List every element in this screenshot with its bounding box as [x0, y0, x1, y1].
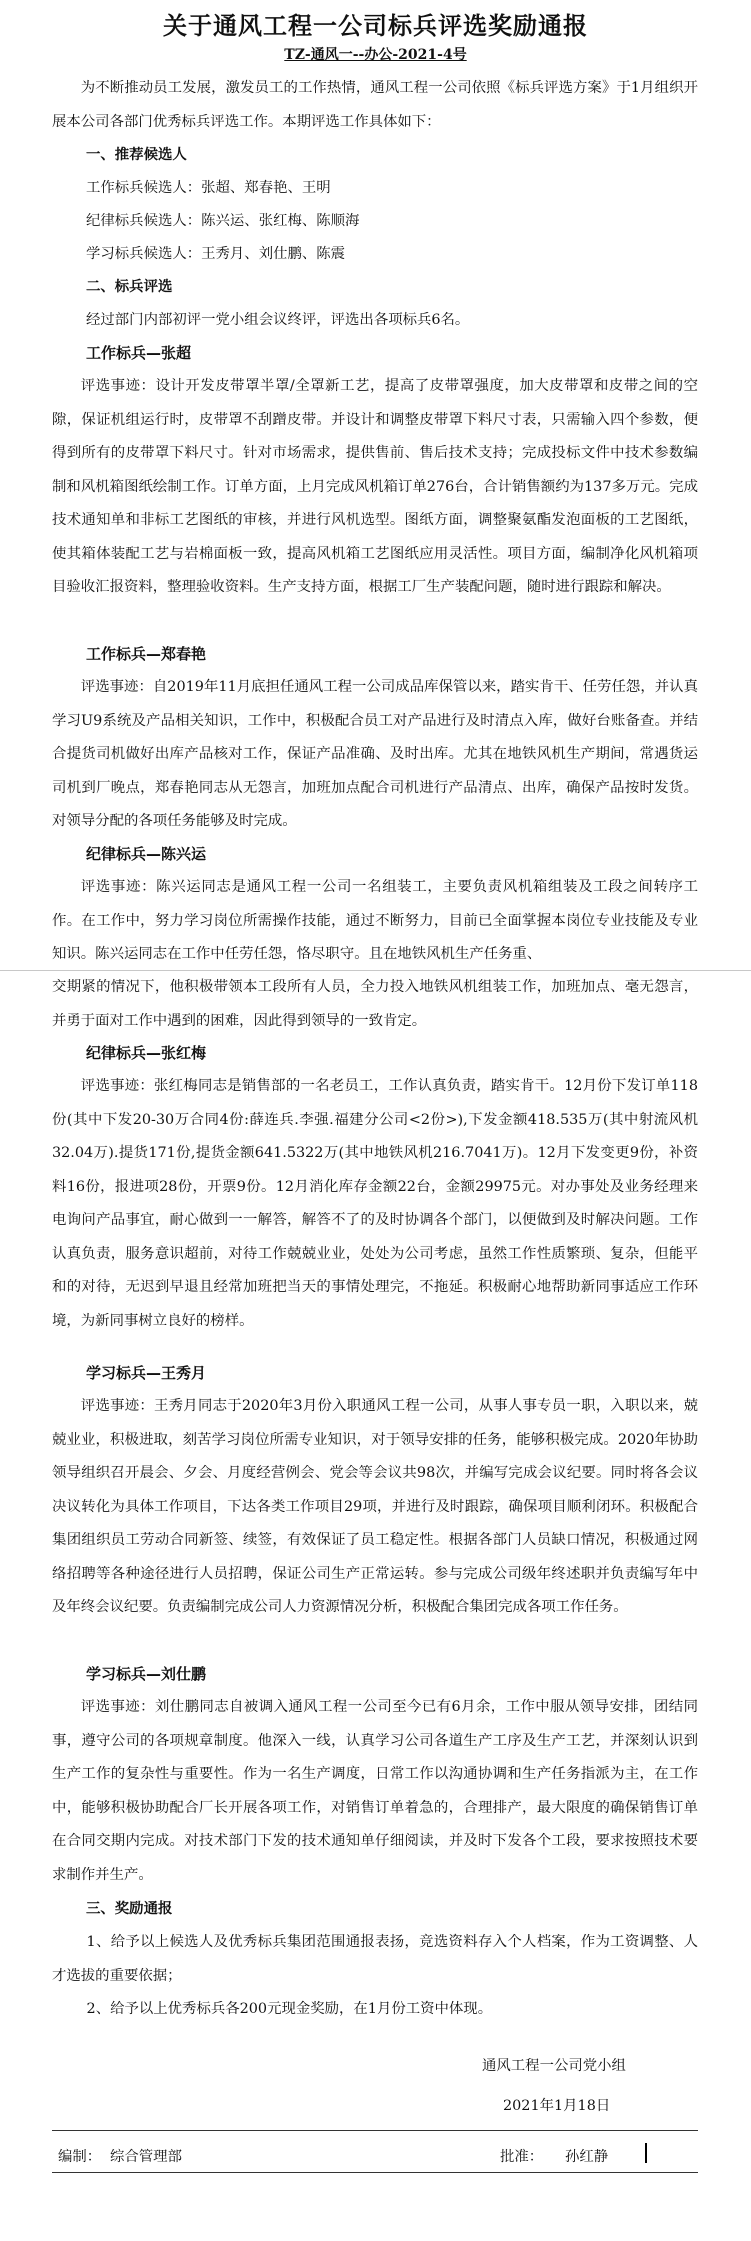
document-number: TZ-通风一--办公-2021-4号 [284, 47, 467, 63]
award-title: 学习标兵—刘仕鹏 [86, 1665, 207, 1683]
reward-item: 1、给予以上候选人及优秀标兵集团范围通报表扬，竞选资料存入个人档案，作为工资调整、人才选拔的重要依据； [52, 1934, 698, 1984]
award-title: 工作标兵—郑春艳 [86, 645, 207, 663]
section-3-heading: 三、奖励通报 [86, 1901, 173, 1917]
footer-bottom-rule [52, 2172, 698, 2173]
intro-paragraph: 为不断推动员工发展，激发员工的工作热情，通风工程一公司依照《标兵评选方案》于1月组织开展本公司各部门优秀标兵评选工作。本期评选工作具体如下： [52, 80, 698, 130]
award-title: 纪律标兵—陈兴运 [86, 845, 207, 863]
award-title: 工作标兵—张超 [86, 344, 192, 362]
section-1-heading: 一、推荐候选人 [86, 147, 187, 163]
document-title: 关于通风工程一公司标兵评选奖励通报 [163, 12, 588, 40]
award-title: 纪律标兵—张红梅 [86, 1044, 207, 1062]
signature-org: 通风工程一公司党小组 [482, 2058, 626, 2074]
section-2-heading: 二、标兵评选 [86, 279, 173, 295]
signature-date: 2021年1月18日 [503, 2098, 611, 2114]
candidate-work: 工作标兵候选人：张超、郑春艳、王明 [86, 180, 331, 196]
candidate-discipline: 纪律标兵候选人：陈兴运、张红梅、陈顺海 [86, 213, 360, 229]
award-text: 评选事迹：张红梅同志是销售部的一名老员工，工作认真负责，踏实肯干。12月份下发订单118份(其中下发20-30万合同4份:薛连兵.李强.福建分公司<2份>),下发金额418.535万(其中射流风机32.04万).提货171份,提货金额641.5322万(其中地铁风机216.7041万)。12月下发变更9份，补资料16份，报进项28份，开票9份。12月消化库存金额22台，金额29975元。对办事处及业务经理来电询问产品事宜，耐心做到一一解答，解答不了的及时协调各个部门，以便做到及时解决问题。工作认真负责，服务意识超前，对待工作兢兢业业，处处为公司考虑，虽然工作性质繁琐、复杂，但能平和的对待，无迟到早退且经常加班把当天的事情处理完，不拖延。积极耐心地帮助新同事适应工作环境，为新同事树立良好的榜样。 [52, 1078, 698, 1329]
award-text-continued: 交期紧的情况下，他积极带领本工段所有人员，全力投入地铁风机组装工作，加班加点、毫无怨言，并勇于面对工作中遇到的困难，因此得到领导的一致肯定。 [52, 979, 698, 1029]
award-text: 评选事迹：王秀月同志于2020年3月份入职通风工程一公司，从事人事专员一职，入职以来，兢兢业业，积极进取，刻苦学习岗位所需专业知识，对于领导安排的任务，能够积极完成。2020年协助领导组织召开晨会、夕会、月度经营例会、党会等会议共98次，并编写完成会议纪要。同时将各会议决议转化为具体工作项目，下达各类工作项目29项，并进行及时跟踪，确保项目顺利闭环。积极配合集团组织员工劳动合同新签、续签，有效保证了员工稳定性。根据各部门人员缺口情况，积极通过网络招聘等各种途径进行人员招聘，保证公司生产正常运转。参与完成公司级年终述职并负责编写年中及年终会议纪要。负责编制完成公司人力资源情况分析，积极配合集团完成各项工作任务。 [52, 1398, 698, 1615]
editor-value: 综合管理部 [110, 2149, 182, 2165]
text-cursor [645, 2143, 647, 2163]
approver-value: 孙红静 [565, 2149, 609, 2165]
award-text: 评选事迹：陈兴运同志是通风工程一公司一名组装工，主要负责风机箱组装及工段之间转序工作。在工作中，努力学习岗位所需操作技能，通过不断努力，目前已全面掌握本岗位专业技能及专业知识。陈兴运同志在工作中任劳任怨，恪尽职守。且在地铁风机生产任务重、 [52, 879, 698, 962]
approver-label: 批准： [500, 2149, 544, 2165]
award-text: 评选事迹：设计开发皮带罩半罩/全罩新工艺，提高了皮带罩强度，加大皮带罩和皮带之间的空隙，保证机组运行时，皮带罩不刮蹭皮带。并设计和调整皮带罩下料尺寸表，只需输入四个参数，便得到所有的皮带罩下料尺寸。针对市场需求，提供售前、售后技术支持；完成投标文件中技术参数编制和风机箱图纸绘制工作。订单方面，上月完成风机箱订单276台，合计销售额约为137多万元。完成技术通知单和非标工艺图纸的审核，并进行风机选型。图纸方面，调整聚氨酯发泡面板的工艺图纸，使其箱体装配工艺与岩棉面板一致，提高风机箱工艺图纸应用灵活性。项目方面，编制净化风机箱项目验收汇报资料，整理验收资料。生产支持方面，根据工厂生产装配问题，随时进行跟踪和解决。 [52, 378, 698, 595]
candidate-study: 学习标兵候选人：王秀月、刘仕鹏、陈震 [86, 246, 346, 262]
reward-item: 2、给予以上优秀标兵各200元现金奖励，在1月份工资中体现。 [86, 2001, 493, 2017]
section-2-intro: 经过部门内部初评一党小组会议终评，评选出各项标兵6名。 [86, 312, 470, 328]
award-title: 学习标兵—王秀月 [86, 1364, 207, 1382]
footer-top-rule [52, 2130, 698, 2131]
award-text: 评选事迹：自2019年11月底担任通风工程一公司成品库保管以来，踏实肯干、任劳任怨，并认真学习U9系统及产品相关知识，工作中，积极配合员工对产品进行及时清点入库，做好台账备查。并结合提货司机做好出库产品核对工作，保证产品准确、及时出库。尤其在地铁风机生产期间，常遇货运司机到厂晚点，郑春艳同志从无怨言，加班加点配合司机进行产品清点、出库，确保产品按时发货。对领导分配的各项任务能够及时完成。 [52, 679, 698, 829]
editor-label: 编制： [58, 2149, 102, 2165]
award-text: 评选事迹：刘仕鹏同志自被调入通风工程一公司至今已有6月余，工作中服从领导安排，团结同事，遵守公司的各项规章制度。他深入一线，认真学习公司各道生产工序及生产工艺，并深刻认识到生产工作的复杂性与重要性。作为一名生产调度，日常工作以沟通协调和生产任务指派为主，在工作中，能够积极协助配合厂长开展各项工作，对销售订单着急的，合理排产，最大限度的确保销售订单在合同交期内完成。对技术部门下发的技术通知单仔细阅读，并及时下发各个工段，要求按照技术要求制作并生产。 [52, 1699, 698, 1883]
